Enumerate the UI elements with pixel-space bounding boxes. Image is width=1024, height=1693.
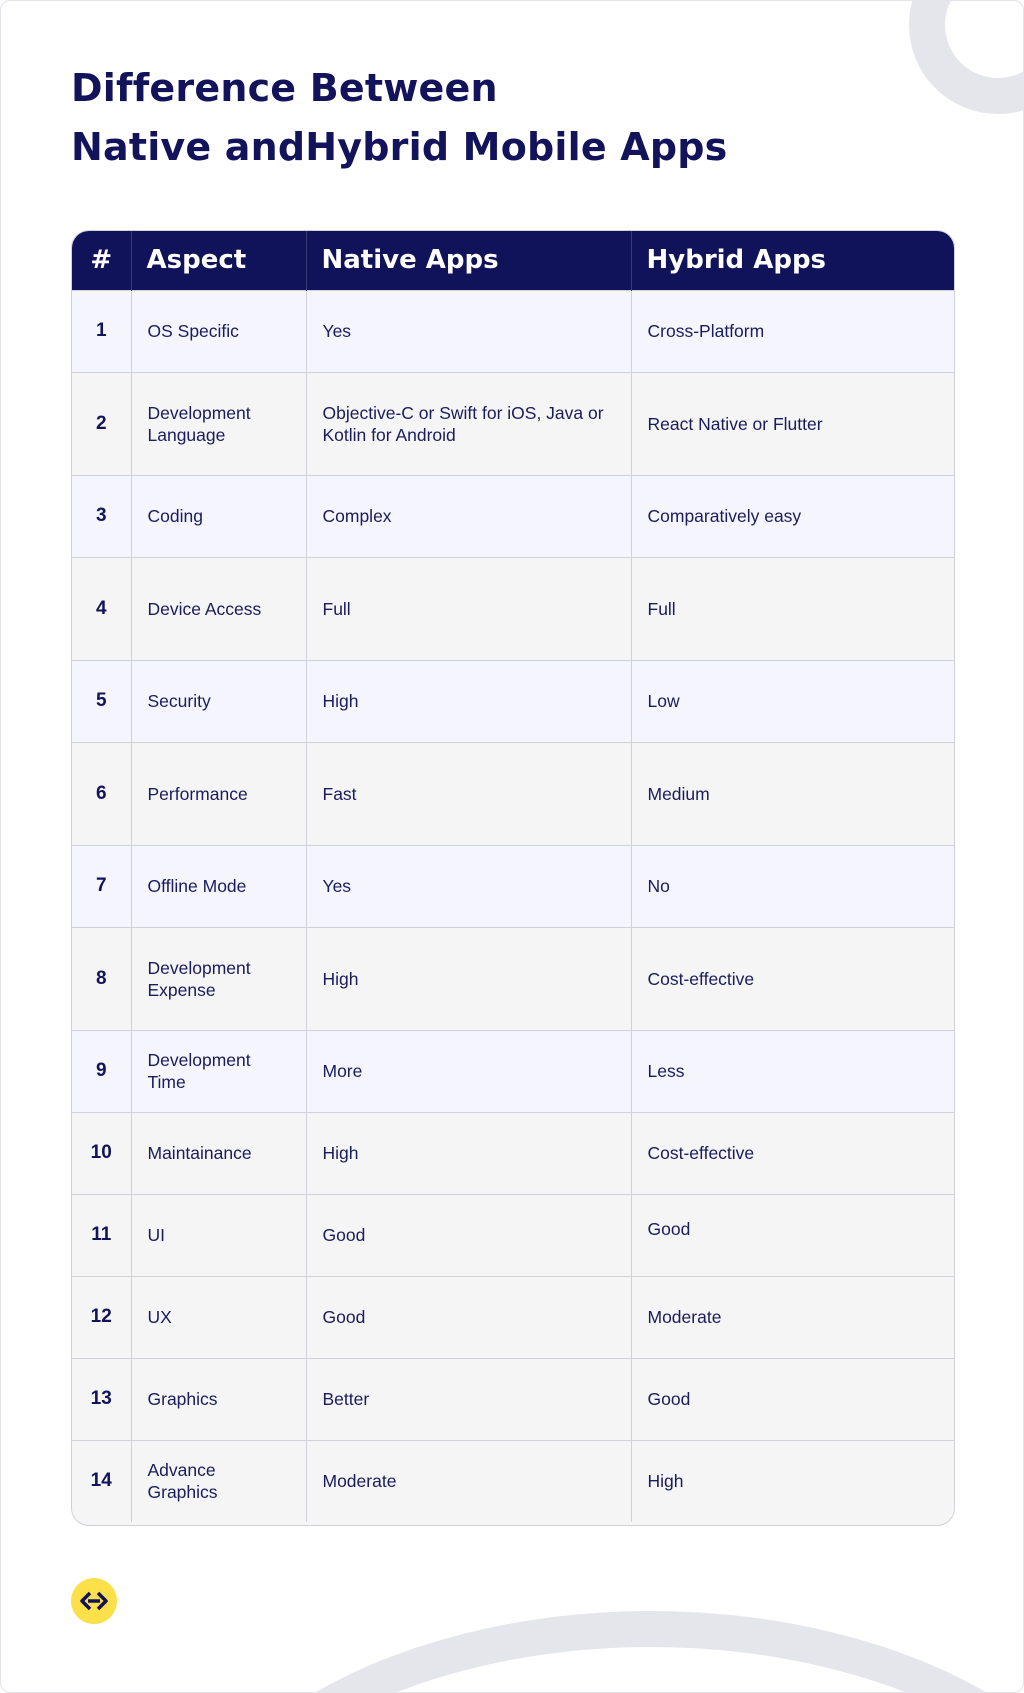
title-line-2: Native andHybrid Mobile Apps <box>71 125 728 169</box>
table-row <box>72 1030 955 1112</box>
hybrid-cell: Comparatively easy <box>647 506 802 526</box>
native-cell: High <box>306 1112 631 1194</box>
hybrid-cell: High <box>647 1471 684 1492</box>
aspect-cell: Offline Mode <box>131 845 306 927</box>
table-row <box>72 1112 955 1194</box>
code-brackets-icon <box>79 1590 109 1612</box>
native-cell: Full <box>306 557 631 660</box>
aspect-cell: Coding <box>131 475 306 557</box>
hybrid-cell: Cost-effective <box>647 968 755 989</box>
row-number: 13 <box>72 1358 131 1440</box>
native-cell: Complex <box>306 475 631 557</box>
aspect-cell: Graphics <box>131 1358 306 1440</box>
row-number: 7 <box>72 845 131 927</box>
hybrid-cell: Medium <box>647 783 710 804</box>
row-number: 9 <box>72 1030 131 1112</box>
row-number: 2 <box>72 372 131 475</box>
row-number: 12 <box>72 1276 131 1358</box>
row-number: 1 <box>72 290 131 372</box>
table-row <box>72 660 955 742</box>
table-header-row <box>72 231 955 290</box>
native-cell: Good <box>306 1276 631 1358</box>
row-number: 14 <box>72 1440 131 1522</box>
table-row <box>72 475 955 557</box>
header-hybrid-apps: Hybrid Apps <box>646 245 827 276</box>
native-cell: Objective-C or Swift for iOS, Java or Kotlin for Android <box>306 372 631 475</box>
table-row <box>72 1358 955 1440</box>
row-number: 10 <box>72 1112 131 1194</box>
aspect-cell: Maintainance <box>131 1112 306 1194</box>
native-cell: Better <box>306 1358 631 1440</box>
table-row <box>72 290 955 372</box>
native-cell: More <box>306 1030 631 1112</box>
aspect-cell: Advance Graphics <box>131 1440 306 1522</box>
hybrid-cell: No <box>647 876 670 896</box>
aspect-cell: Development Language <box>131 372 306 475</box>
table-row <box>72 1194 955 1276</box>
native-cell: Yes <box>306 290 631 372</box>
page-title <box>71 59 931 177</box>
aspect-cell: OS Specific <box>131 290 306 372</box>
native-cell: Moderate <box>306 1440 631 1522</box>
table-row <box>72 1440 955 1522</box>
header-native-apps: Native Apps <box>306 231 631 290</box>
table-row <box>72 372 955 475</box>
native-cell: Good <box>306 1194 631 1276</box>
table-row <box>72 557 955 660</box>
table-row <box>72 927 955 1030</box>
aspect-cell: Device Access <box>131 557 306 660</box>
hybrid-cell: Cost-effective <box>647 1143 755 1163</box>
hybrid-cell: Full <box>647 598 676 619</box>
brand-logo <box>71 1578 117 1624</box>
row-number: 11 <box>72 1194 131 1276</box>
aspect-cell: UI <box>131 1194 306 1276</box>
table-row <box>72 845 955 927</box>
row-number: 3 <box>72 475 131 557</box>
hybrid-cell: Moderate <box>647 1307 722 1327</box>
hybrid-cell: Good <box>647 1218 691 1239</box>
decorative-arc <box>161 1611 1024 1693</box>
title-line-1: Difference Between <box>71 66 498 110</box>
hybrid-cell: Less <box>647 1061 685 1081</box>
table-row <box>72 742 955 845</box>
native-cell: Yes <box>306 845 631 927</box>
header-number: # <box>72 231 131 290</box>
row-number: 4 <box>72 557 131 660</box>
hybrid-cell: Good <box>647 1389 691 1409</box>
hybrid-cell: React Native or Flutter <box>647 413 823 434</box>
hybrid-cell: Low <box>647 691 680 711</box>
table-row <box>72 1276 955 1358</box>
row-number: 6 <box>72 742 131 845</box>
row-number: 5 <box>72 660 131 742</box>
aspect-cell: UX <box>131 1276 306 1358</box>
native-cell: High <box>306 927 631 1030</box>
header-aspect: Aspect <box>131 231 306 290</box>
native-cell: High <box>306 660 631 742</box>
comparison-table-container <box>71 230 955 1526</box>
comparison-table <box>72 231 955 1522</box>
aspect-cell: Security <box>131 660 306 742</box>
hybrid-cell: Cross-Platform <box>647 321 765 341</box>
aspect-cell: Performance <box>131 742 306 845</box>
aspect-cell: Development Expense <box>131 927 306 1030</box>
aspect-cell: Development Time <box>131 1030 306 1112</box>
row-number: 8 <box>72 927 131 1030</box>
native-cell: Fast <box>306 742 631 845</box>
